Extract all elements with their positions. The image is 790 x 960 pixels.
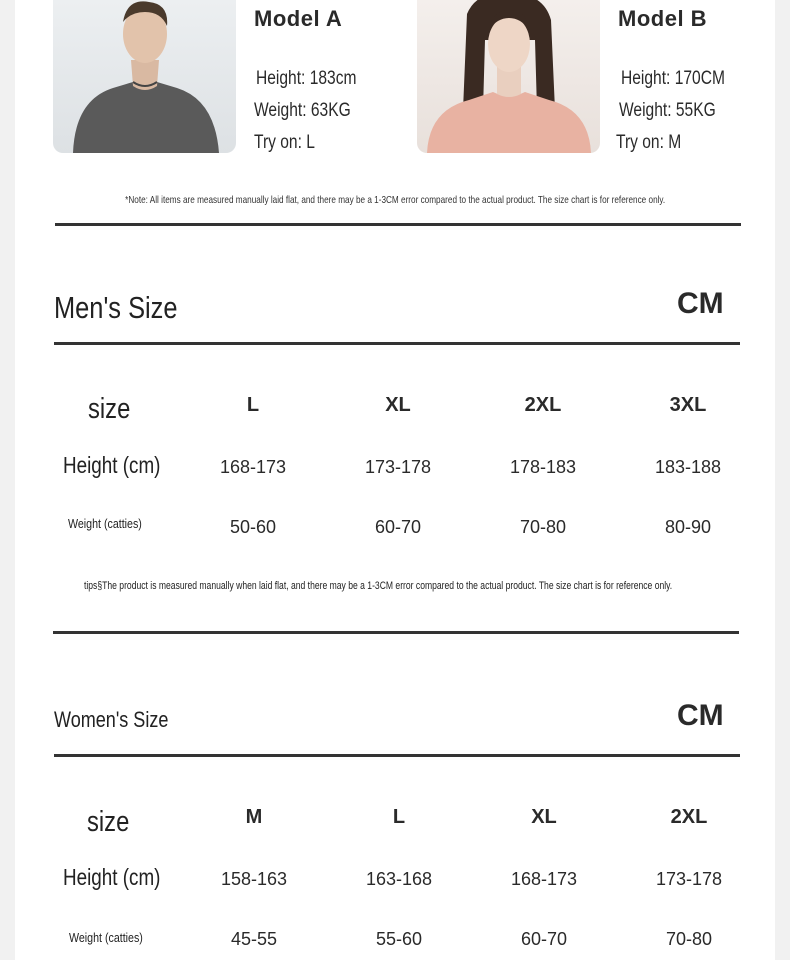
womens-height-label: Height (cm) bbox=[63, 864, 161, 890]
section-divider bbox=[53, 631, 739, 634]
mens-size-3xl: 3XL bbox=[669, 394, 707, 416]
womens-size-l: L bbox=[392, 806, 406, 828]
mens-unit: CM bbox=[677, 287, 724, 320]
womens-size-m: M bbox=[245, 806, 263, 828]
womens-height-l: 163-168 bbox=[365, 869, 433, 889]
size-guide-page bbox=[15, 0, 775, 960]
model-a-try-on: Try on: L bbox=[254, 132, 315, 153]
mens-height-3xl: 183-188 bbox=[654, 457, 722, 477]
mens-weight-label: Weight (catties) bbox=[68, 516, 142, 531]
model-b-figure bbox=[417, 0, 600, 153]
mens-size-l: L bbox=[246, 394, 260, 416]
mens-height-2xl: 178-183 bbox=[509, 457, 577, 477]
model-b-weight: Weight: 55KG bbox=[619, 100, 716, 121]
mens-height-l: 168-173 bbox=[219, 457, 287, 477]
mens-weight-l: 50-60 bbox=[229, 517, 277, 537]
mens-tips: tips§The product is measured manually when laid flat, and there may be a 1-3CM error compared to the actual product. The size chart is for reference only. bbox=[84, 580, 673, 592]
womens-unit: CM bbox=[677, 699, 724, 732]
womens-weight-l: 55-60 bbox=[375, 929, 423, 949]
womens-size-title: Women's Size bbox=[54, 707, 169, 732]
mens-weight-2xl: 70-80 bbox=[519, 517, 567, 537]
womens-weight-m: 45-55 bbox=[230, 929, 278, 949]
mens-height-label: Height (cm) bbox=[63, 452, 161, 478]
mens-size-xl: XL bbox=[385, 394, 411, 416]
womens-weight-xl: 60-70 bbox=[520, 929, 568, 949]
mens-weight-3xl: 80-90 bbox=[664, 517, 712, 537]
mens-title-divider bbox=[54, 342, 740, 345]
womens-height-m: 158-163 bbox=[220, 869, 288, 889]
model-b-title: Model B bbox=[618, 6, 708, 31]
model-a-figure bbox=[53, 0, 236, 153]
mens-size-label: size bbox=[88, 393, 131, 425]
womens-height-2xl: 173-178 bbox=[655, 869, 723, 889]
measurement-note bbox=[15, 194, 775, 206]
womens-weight-label: Weight (catties) bbox=[69, 930, 143, 945]
model-b-height: Height: 170CM bbox=[621, 68, 725, 89]
model-b-photo bbox=[417, 0, 600, 153]
mens-size-title: Men's Size bbox=[54, 290, 178, 325]
model-a-photo bbox=[53, 0, 236, 153]
model-b-try-on: Try on: M bbox=[616, 132, 682, 153]
measurement-note-text: *Note: All items are measured manually laid flat, and there may be a 1-3CM error compared to the actual product. The size chart is for reference only. bbox=[124, 194, 666, 206]
model-a-weight: Weight: 63KG bbox=[254, 100, 351, 121]
mens-size-2xl: 2XL bbox=[524, 394, 562, 416]
mens-weight-xl: 60-70 bbox=[374, 517, 422, 537]
mens-height-xl: 173-178 bbox=[364, 457, 432, 477]
model-a-height: Height: 183cm bbox=[256, 68, 357, 89]
womens-title-divider bbox=[54, 754, 740, 757]
model-a-title: Model A bbox=[254, 6, 343, 31]
womens-size-2xl: 2XL bbox=[670, 806, 708, 828]
divider bbox=[55, 223, 741, 226]
womens-weight-2xl: 70-80 bbox=[665, 929, 713, 949]
womens-height-xl: 168-173 bbox=[510, 869, 578, 889]
womens-size-label: size bbox=[87, 806, 130, 838]
womens-size-xl: XL bbox=[531, 806, 557, 828]
